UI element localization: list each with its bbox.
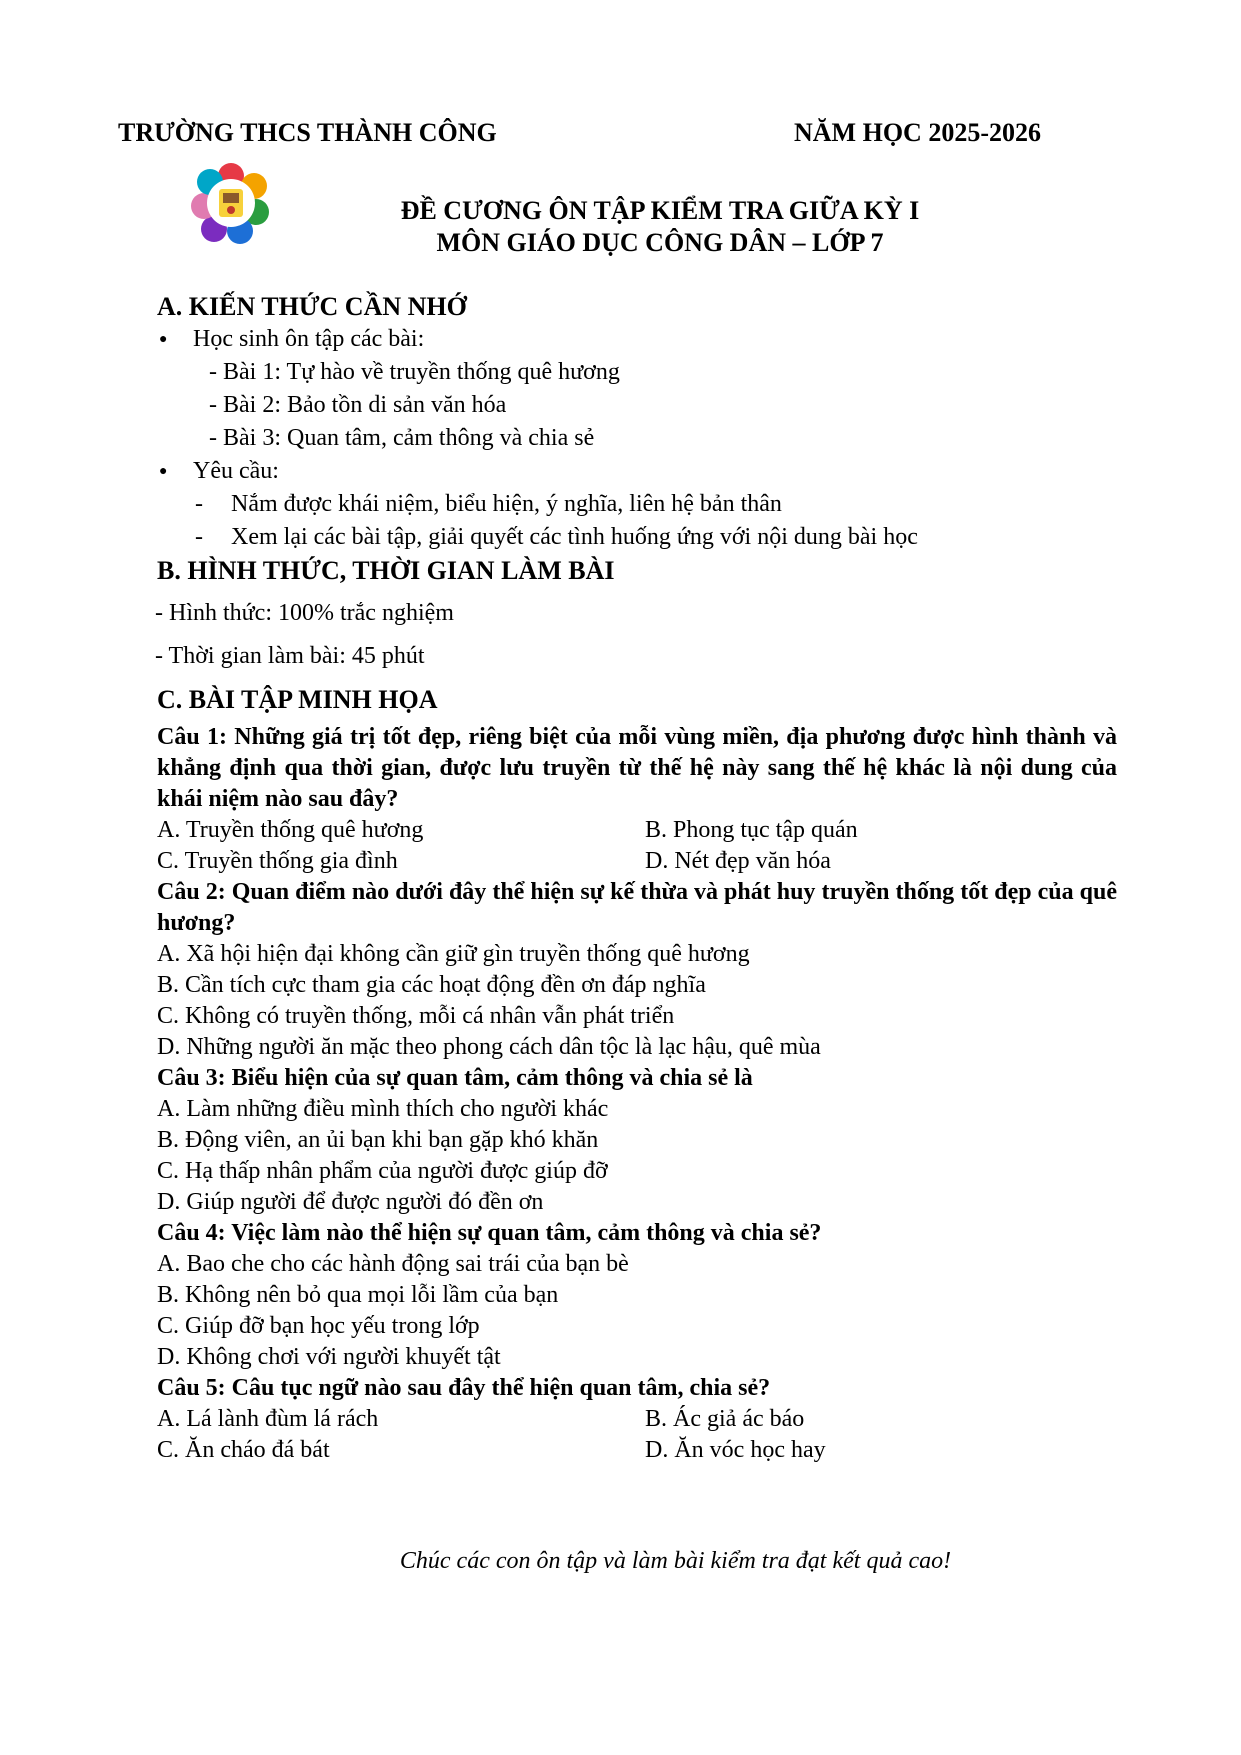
section-a-heading: A. KIẾN THỨC CẦN NHỚ — [157, 292, 467, 321]
options-row — [157, 815, 1117, 846]
question-text: Câu 4: Việc làm nào thể hiện sự quan tâm, cảm thông và chia sẻ? — [157, 1220, 822, 1246]
option: D. Những người ăn mặc theo phong cách dân tộc là lạc hậu, quê mùa — [157, 1034, 821, 1060]
document-subtitle: MÔN GIÁO DỤC CÔNG DÂN – LỚP 7 — [436, 228, 884, 257]
exam-form: - Hình thức: 100% trắc nghiệm — [155, 600, 454, 626]
question-text: Câu 5: Câu tục ngữ nào sau đây thể hiện quan tâm, chia sẻ? — [157, 1375, 771, 1401]
bullet-lessons: ● Học sinh ôn tập các bài: — [157, 323, 1117, 356]
lesson-item: - Bài 2: Bảo tồn di sản văn hóa — [209, 392, 507, 418]
document-body — [157, 290, 1117, 1466]
lesson-item: - Bài 3: Quan tâm, cảm thông và chia sẻ — [209, 425, 595, 451]
options-row — [157, 1435, 1117, 1466]
bullet-requirements: ● Yêu cầu: — [157, 455, 1117, 488]
question-text: Câu 2: Quan điểm nào dưới đây thể hiện sự kế thừa và phát huy truyền thống tốt đẹp của quê hương? — [157, 879, 1117, 936]
options-row — [157, 1404, 1117, 1435]
option: A. Bao che cho các hành động sai trái của bạn bè — [157, 1251, 629, 1277]
option: A. Lá lành đùm lá rách — [157, 1406, 379, 1432]
option: B. Cần tích cực tham gia các hoạt động đền ơn đáp nghĩa — [157, 972, 706, 998]
question-text: Câu 3: Biểu hiện của sự quan tâm, cảm thông và chia sẻ là — [157, 1065, 753, 1091]
requirement-item: - Nắm được khái niệm, biểu hiện, ý nghĩa, liên hệ bản thân — [157, 488, 1117, 521]
option: A. Xã hội hiện đại không cần giữ gìn truyền thống quê hương — [157, 941, 750, 967]
exam-time: - Thời gian làm bài: 45 phút — [155, 643, 425, 669]
option: C. Hạ thấp nhân phẩm của người được giúp đỡ — [157, 1158, 608, 1184]
option: D. Giúp người để được người đó đền ơn — [157, 1189, 544, 1215]
option: B. Động viên, an ủi bạn khi bạn gặp khó khăn — [157, 1127, 599, 1153]
school-year: NĂM HỌC 2025-2026 — [794, 118, 1041, 147]
option: B. Phong tục tập quán — [645, 817, 858, 843]
question-text: Câu 1: Những giá trị tốt đẹp, riêng biệt của mỗi vùng miền, địa phương được hình thành và khẳng định qua thời gian, được lưu truyền từ thế hệ này sang thế hệ khác là nội dung của khái niệm nào sau đây? — [157, 724, 1117, 812]
section-b-heading: B. HÌNH THỨC, THỜI GIAN LÀM BÀI — [157, 556, 615, 585]
option: C. Không có truyền thống, mỗi cá nhân vẫn phát triển — [157, 1003, 675, 1029]
school-name: TRƯỜNG THCS THÀNH CÔNG — [118, 118, 497, 147]
option: A. Truyền thống quê hương — [157, 817, 424, 843]
lesson-item: - Bài 1: Tự hào về truyền thống quê hương — [209, 359, 620, 385]
option: C. Ăn cháo đá bát — [157, 1437, 330, 1463]
option: B. Ác giả ác báo — [645, 1406, 805, 1432]
option: C. Giúp đỡ bạn học yếu trong lớp — [157, 1313, 480, 1339]
option: B. Không nên bỏ qua mọi lỗi lầm của bạn — [157, 1282, 559, 1308]
section-c-heading: C. BÀI TẬP MINH HỌA — [157, 685, 438, 714]
option: D. Nét đẹp văn hóa — [645, 848, 831, 874]
option: D. Ăn vóc học hay — [645, 1437, 826, 1463]
option: C. Truyền thống gia đình — [157, 848, 398, 874]
requirement-item: - Xem lại các bài tập, giải quyết các tình huống ứng với nội dung bài học — [157, 521, 1117, 554]
document-title: ĐỀ CƯƠNG ÔN TẬP KIỂM TRA GIỮA KỲ I — [400, 196, 920, 225]
option: A. Làm những điều mình thích cho người khác — [157, 1096, 609, 1122]
closing-message: Chúc các con ôn tập và làm bài kiểm tra đạt kết quả cao! — [399, 1548, 952, 1574]
options-row — [157, 846, 1117, 877]
option: D. Không chơi với người khuyết tật — [157, 1344, 501, 1370]
